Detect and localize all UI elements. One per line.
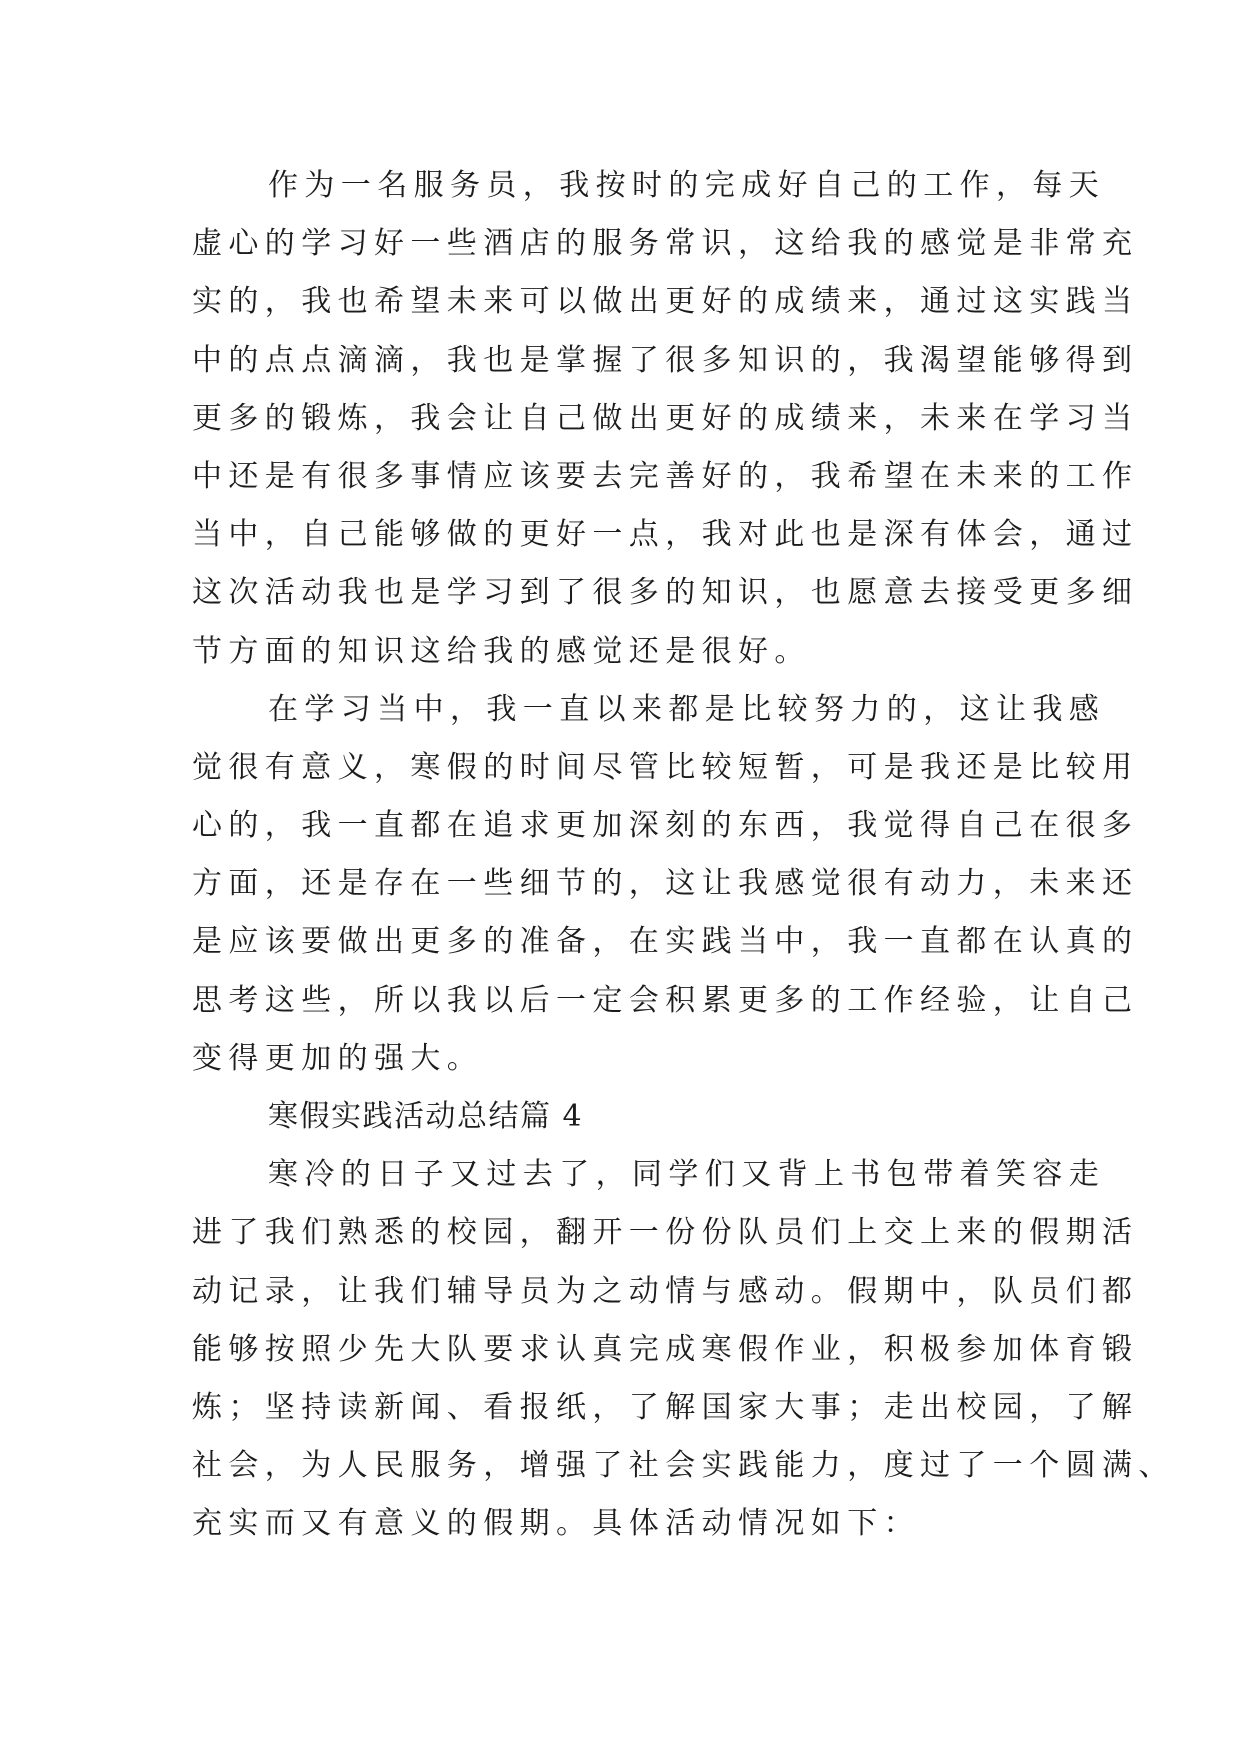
paragraph-line: 动记录，让我们辅导员为之动情与感动。假期中，队员们都 <box>192 1273 1139 1309</box>
paragraph-line: 当中，自己能够做的更好一点，我对此也是深有体会，通过 <box>192 517 1139 553</box>
paragraph-line: 节方面的知识这给我的感觉还是很好。 <box>192 633 811 669</box>
paragraph-line: 充实而又有意义的假期。具体活动情况如下： <box>192 1506 920 1542</box>
paragraph-line: 心的，我一直都在追求更加深刻的东西，我觉得自己在很多 <box>192 808 1139 844</box>
document-body <box>192 157 1175 1554</box>
paragraph-line: 在学习当中，我一直以来都是比较努力的，这让我感 <box>268 691 1106 727</box>
paragraph-line: 进了我们熟悉的校园，翻开一份份队员们上交上来的假期活 <box>192 1215 1139 1251</box>
paragraph <box>192 681 1139 1088</box>
paragraph-line: 方面，还是存在一些细节的，这让我感觉很有动力，未来还 <box>192 866 1139 902</box>
paragraph-line: 能够按照少先大队要求认真完成寒假作业，积极参加体育锻 <box>192 1331 1139 1367</box>
section-heading: 寒假实践活动总结篇 4 <box>268 1099 584 1134</box>
paragraph-line: 寒冷的日子又过去了，同学们又背上书包带着笑容走 <box>268 1157 1106 1193</box>
paragraph-line: 变得更加的强大。 <box>192 1040 484 1076</box>
paragraph-line: 是应该要做出更多的准备，在实践当中，我一直都在认真的 <box>192 924 1139 960</box>
paragraph-line: 虚心的学习好一些酒店的服务常识，这给我的感觉是非常充 <box>192 226 1139 262</box>
paragraph <box>192 157 1139 681</box>
paragraph-line: 中的点点滴滴，我也是掌握了很多知识的，我渴望能够得到 <box>192 342 1139 378</box>
paragraph <box>192 1146 1175 1553</box>
paragraph-line: 中还是有很多事情应该要去完善好的，我希望在未来的工作 <box>192 458 1139 494</box>
paragraph-line: 作为一名服务员，我按时的完成好自己的工作，每天 <box>268 168 1106 203</box>
paragraph-line: 社会，为人民服务，增强了社会实践能力，度过了一个圆满、 <box>192 1448 1175 1484</box>
paragraph-line: 炼；坚持读新闻、看报纸，了解国家大事；走出校园，了解 <box>192 1389 1139 1425</box>
paragraph-line: 实的，我也希望未来可以做出更好的成绩来，通过这实践当 <box>192 284 1139 320</box>
paragraph-line: 这次活动我也是学习到了很多的知识，也愿意去接受更多细 <box>192 575 1139 611</box>
paragraph-line: 更多的锻炼，我会让自己做出更好的成绩来，未来在学习当 <box>192 400 1139 436</box>
paragraph-line: 觉很有意义，寒假的时间尽管比较短暂，可是我还是比较用 <box>192 749 1139 785</box>
paragraph-line: 思考这些，所以我以后一定会积累更多的工作经验，让自己 <box>192 982 1139 1018</box>
